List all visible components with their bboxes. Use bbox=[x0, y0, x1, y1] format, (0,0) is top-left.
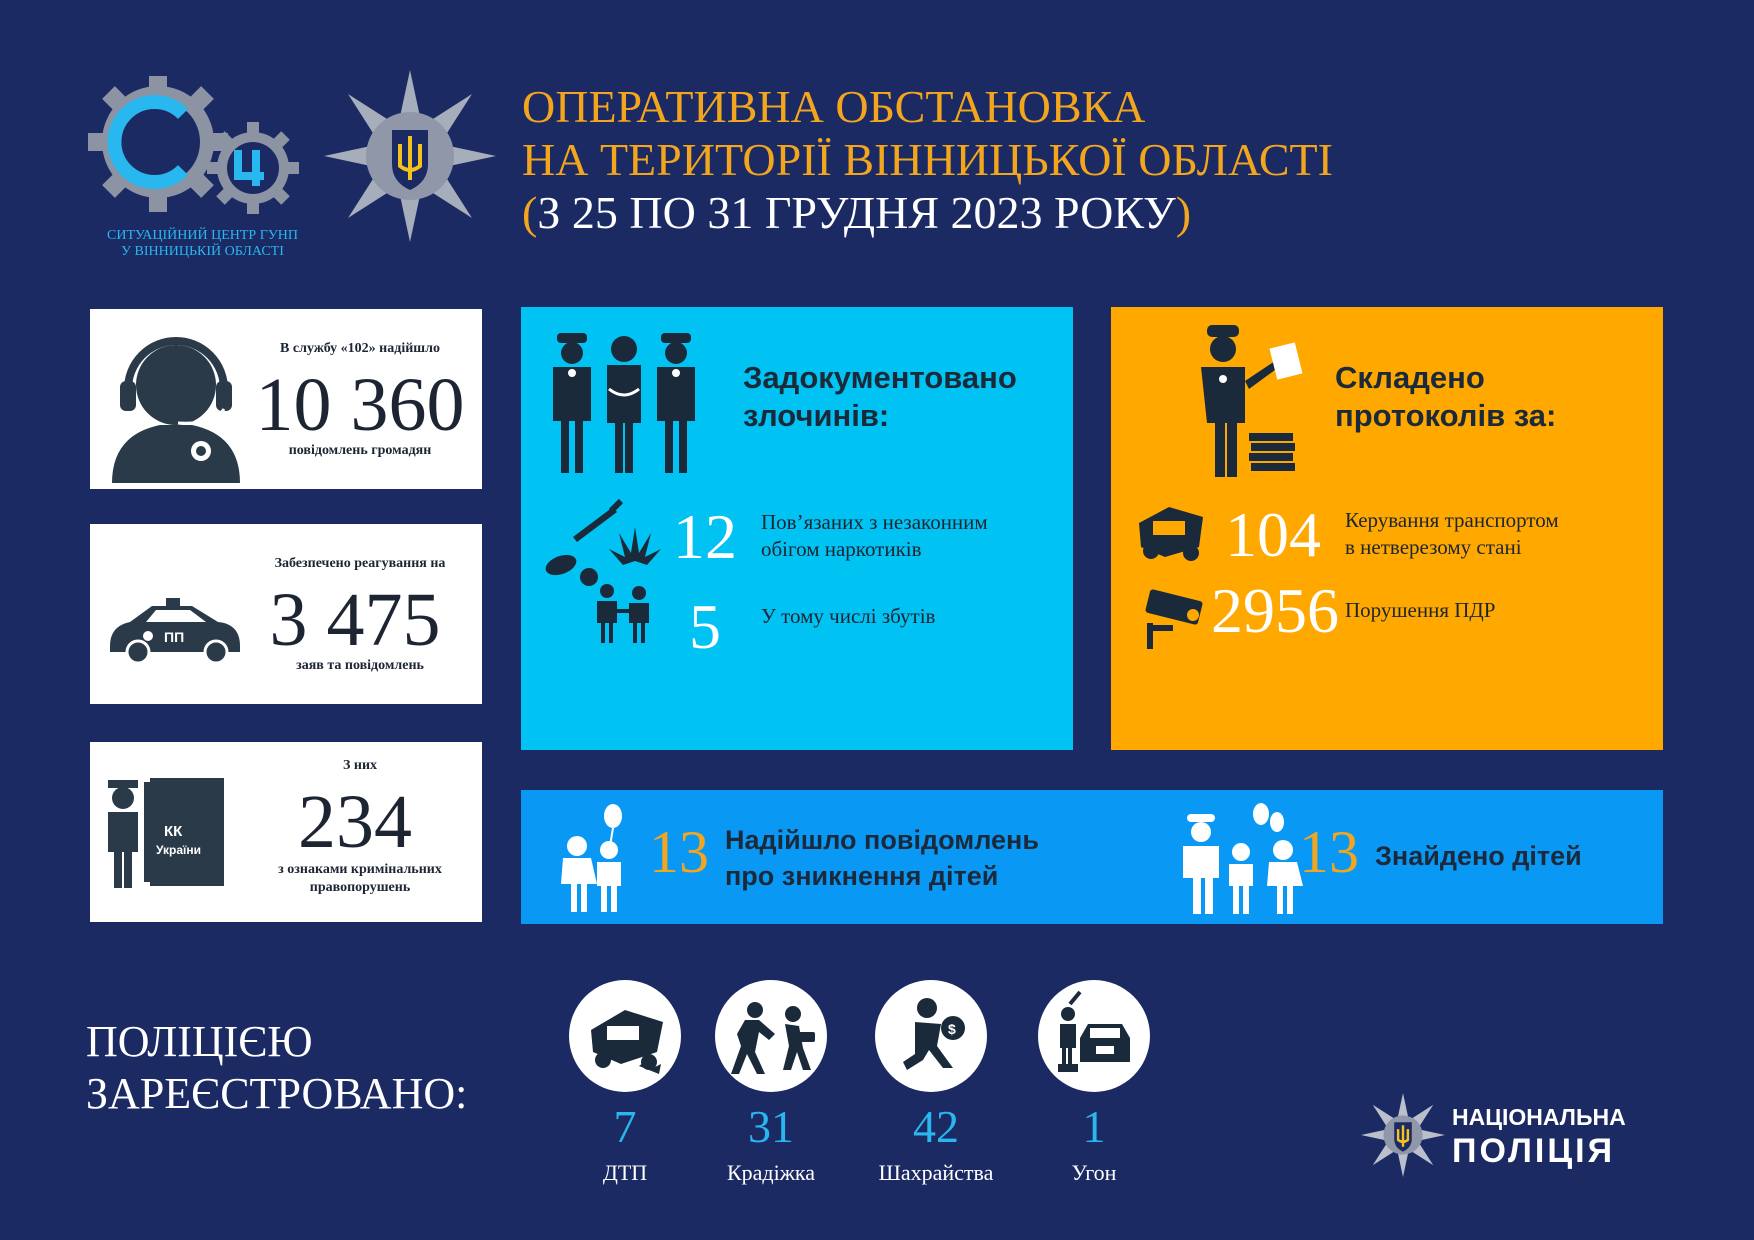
police-star-small-icon bbox=[1360, 1092, 1446, 1178]
situation-center-caption bbox=[90, 228, 315, 260]
dtp-value: 7 bbox=[613, 1101, 637, 1152]
car-theft-circle bbox=[1038, 980, 1150, 1092]
fraud-label: Шахрайства bbox=[878, 1160, 994, 1185]
title-period: З 25 ПО 31 ГРУДНЯ 2023 РОКУ bbox=[537, 187, 1176, 238]
response-caption-top: Забезпечено реагування на bbox=[274, 556, 446, 571]
police-car-icon bbox=[106, 594, 241, 664]
drugs-desc-line1: Пов’язаних з незаконним bbox=[761, 510, 988, 534]
crimes-title-line1: Задокументовано bbox=[743, 360, 1017, 395]
drugs-value: 12 bbox=[673, 501, 737, 572]
sales-desc: У тому числі збутів bbox=[761, 604, 936, 628]
found-children-value: 13 bbox=[1299, 819, 1359, 885]
car-accident-icon bbox=[1135, 503, 1207, 565]
missing-desc-line2: про зникнення дітей bbox=[725, 861, 999, 891]
theft-circle bbox=[715, 980, 827, 1092]
registered-title-line1: ПОЛІЦІЄЮ bbox=[86, 1017, 313, 1066]
response-value: 3 475 bbox=[269, 578, 441, 662]
car-theft-label: Угон bbox=[1071, 1160, 1117, 1185]
police-arrest-icon bbox=[539, 323, 709, 473]
book-label2: України bbox=[156, 843, 202, 857]
response-caption-bottom: заяв та повідомлень bbox=[296, 658, 424, 673]
officer-with-codex-icon bbox=[104, 768, 230, 888]
crimes-title bbox=[743, 359, 1017, 435]
fraud-icon bbox=[875, 980, 987, 1092]
book-label1: КК bbox=[164, 823, 183, 840]
calls-value: 10 360 bbox=[255, 363, 465, 447]
situation-center-logo bbox=[88, 76, 303, 216]
criminal-caption-top: З них bbox=[342, 758, 378, 773]
criminal-value: 234 bbox=[298, 780, 412, 864]
car-label: ПП bbox=[164, 629, 185, 645]
officer-with-children-icon bbox=[1179, 800, 1309, 916]
dtp-label: ДТП bbox=[602, 1160, 648, 1185]
sc-line2: У ВІННИЦЬКІЙ ОБЛАСТІ bbox=[121, 244, 284, 259]
crash-circle bbox=[569, 980, 681, 1092]
registered-title-line2: ЗАРЕЄСТРОВАНО: bbox=[86, 1069, 468, 1118]
officer-writing-ticket-icon bbox=[1189, 321, 1309, 479]
drugs-icon bbox=[543, 497, 663, 589]
traffic-camera-icon bbox=[1141, 589, 1207, 651]
gear-logo-icon bbox=[88, 76, 303, 216]
police-star-icon bbox=[322, 68, 498, 244]
response-card bbox=[90, 524, 482, 704]
crimes-title-line2: злочинів: bbox=[743, 398, 890, 433]
criminal-caption-bottom1: з ознаками кримінальних bbox=[278, 862, 442, 877]
children-card bbox=[521, 790, 1663, 924]
protocols-title-line1: Складено bbox=[1335, 360, 1485, 395]
drugs-desc-line2: обігом наркотиків bbox=[761, 537, 922, 561]
title-line3 bbox=[522, 186, 1333, 239]
traffic-violations-desc: Порушення ПДР bbox=[1345, 598, 1496, 622]
calls-card bbox=[90, 309, 482, 489]
fraud-value: 42 bbox=[913, 1101, 959, 1152]
sc-line1: СИТУАЦІЙНИЙ ЦЕНТР ГУНП bbox=[107, 228, 298, 243]
drunk-desc-line1: Керування транспортом bbox=[1345, 508, 1559, 532]
missing-desc-line1: Надійшло повідомлень bbox=[725, 825, 1039, 855]
title-paren-close: ) bbox=[1175, 187, 1192, 238]
drugs-desc bbox=[761, 509, 988, 563]
page-title bbox=[522, 80, 1333, 239]
drunk-driving-value: 104 bbox=[1225, 499, 1321, 570]
found-children-desc: Знайдено дітей bbox=[1375, 841, 1582, 871]
calls-caption-top: В службу «102» надійшло bbox=[280, 341, 440, 356]
title-line2: НА ТЕРИТОРІЇ ВІННИЦЬКОЇ ОБЛАСТІ bbox=[522, 134, 1333, 185]
protocols-card bbox=[1111, 307, 1663, 750]
title-paren-open: ( bbox=[522, 187, 538, 238]
criminal-card bbox=[90, 742, 482, 922]
svg-text:$: $ bbox=[948, 1021, 956, 1037]
drunk-driving-desc bbox=[1345, 507, 1559, 561]
national-police-line2: ПОЛІЦІЯ bbox=[1452, 1132, 1616, 1170]
fraud-circle bbox=[875, 980, 987, 1092]
title-line1: ОПЕРАТИВНА ОБСТАНОВКА bbox=[522, 81, 1146, 132]
national-police-line1: НАЦІОНАЛЬНА bbox=[1452, 1104, 1626, 1130]
theft-label: Крадіжка bbox=[726, 1160, 816, 1185]
registered-title bbox=[86, 1016, 467, 1120]
drug-dealing-icon bbox=[593, 583, 655, 643]
children-balloon-icon bbox=[557, 802, 637, 914]
car-theft-icon bbox=[1038, 980, 1150, 1092]
theft-value: 31 bbox=[748, 1101, 794, 1152]
car-crash-icon bbox=[569, 980, 681, 1092]
missing-children-desc bbox=[725, 822, 1039, 894]
theft-icon bbox=[715, 980, 827, 1092]
traffic-violations-value: 2956 bbox=[1211, 575, 1339, 646]
criminal-caption-bottom2: правопорушень bbox=[309, 880, 411, 895]
crimes-card bbox=[521, 307, 1073, 750]
drunk-desc-line2: в нетверезому стані bbox=[1345, 535, 1522, 559]
calls-caption-bottom: повідомлень громадян bbox=[288, 443, 432, 458]
operator-headset-icon bbox=[106, 323, 246, 483]
sales-value: 5 bbox=[689, 591, 721, 662]
protocols-title bbox=[1335, 359, 1556, 435]
national-police-logo bbox=[1360, 1092, 1650, 1182]
protocols-title-line2: протоколів за: bbox=[1335, 398, 1557, 433]
police-star-emblem bbox=[322, 68, 498, 244]
car-theft-value: 1 bbox=[1082, 1101, 1106, 1152]
missing-children-value: 13 bbox=[649, 819, 709, 885]
